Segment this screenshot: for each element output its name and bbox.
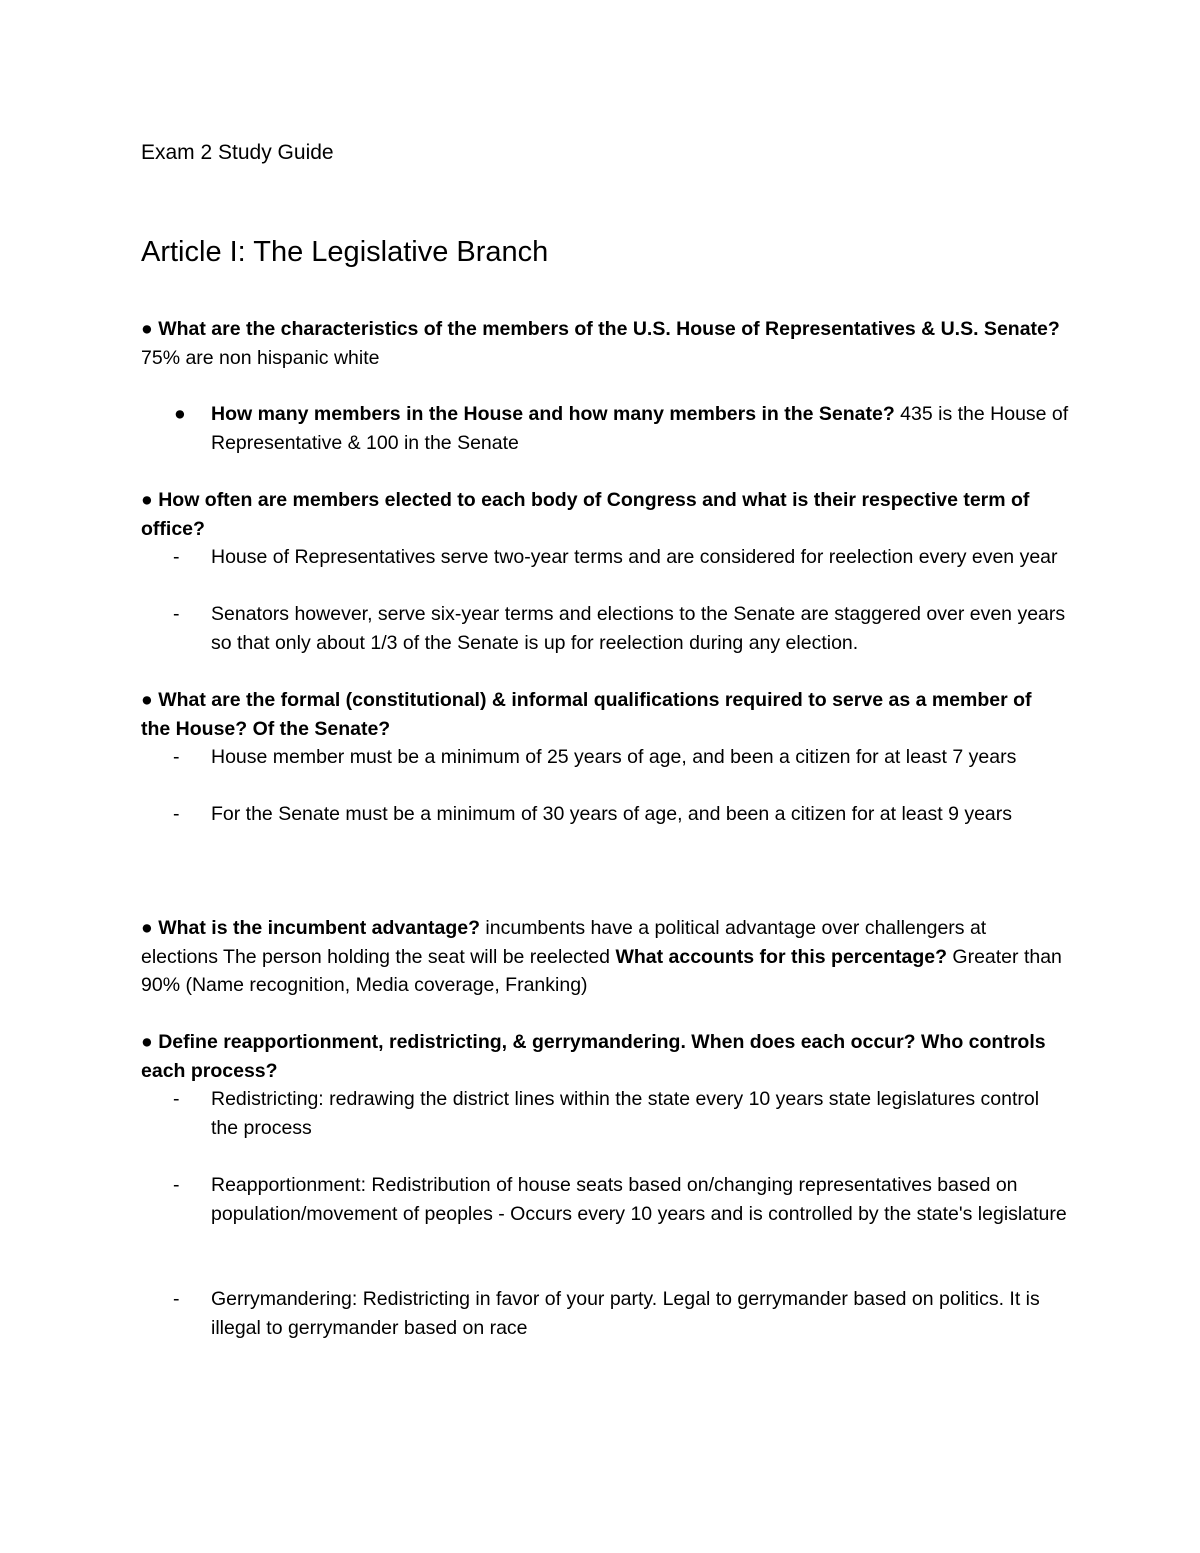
list-item-text: Gerrymandering: Redistricting in favor of your party. Legal to gerrymander based on politics. It is illegal to gerrymander based on race <box>211 1288 1040 1339</box>
bullet-icon: ● <box>141 489 153 511</box>
question-election-frequency <box>141 486 1066 543</box>
bullet-icon: ● <box>141 917 153 939</box>
question-incumbent-advantage <box>141 914 1066 1000</box>
question-redistricting <box>141 1028 1066 1085</box>
bullet-icon: ● <box>141 318 153 340</box>
list-item-text: House of Representatives serve two-year terms and are considered for reelection every even year <box>211 546 1058 568</box>
question-text: What is the incumbent advantage? <box>158 917 480 939</box>
list-item-text: For the Senate must be a minimum of 30 years of age, and been a citizen for at least 9 years <box>211 803 1013 825</box>
dash-icon: - <box>173 746 180 768</box>
question-text: What are the characteristics of the members of the U.S. House of Representatives & U.S. Senate? <box>158 318 1060 340</box>
question-characteristics <box>141 315 1066 372</box>
answer-text: incumbents have a political advantage over challengers at elections The person holding the seat will be reelected <box>141 917 987 968</box>
dash-icon: - <box>173 603 180 625</box>
question-qualifications <box>141 686 1066 743</box>
section-heading: Article I: The Legislative Branch <box>141 236 549 268</box>
dash-icon: - <box>173 546 180 568</box>
list-item <box>173 800 1071 829</box>
question-text: What are the formal (constitutional) & informal qualifications required to serve as a member of the House? Of the Senate? <box>141 689 1032 740</box>
list-item <box>173 1285 1071 1342</box>
bullet-icon: ● <box>174 403 186 425</box>
list-item <box>173 1085 1071 1142</box>
list-item-text: Senators however, serve six-year terms and elections to the Senate are staggered over even years so that only about 1/3 of the Senate is up for reelection during any election. <box>211 603 1066 654</box>
question-text: Define reapportionment, redistricting, & gerrymandering. When does each occur? Who controls each process? <box>141 1031 1046 1082</box>
answer-text: 75% are non hispanic white <box>141 346 380 369</box>
question-member-count <box>174 400 1071 457</box>
dash-icon: - <box>173 1174 180 1196</box>
dash-icon: - <box>173 1288 180 1310</box>
list-item-text: Reapportionment: Redistribution of house seats based on/changing representatives based on population/movement of peoples - Occurs every 10 years and is controlled by the state's legislature <box>211 1174 1067 1225</box>
list-item <box>173 600 1071 657</box>
bullet-icon: ● <box>141 1031 153 1053</box>
list-item-text: Redistricting: redrawing the district lines within the state every 10 years state legislatures control the process <box>211 1088 1040 1139</box>
answer-text: 435 is the House of Representative & 100 in the Senate <box>211 403 1069 454</box>
list-item <box>173 543 1071 572</box>
dash-icon: - <box>173 1088 180 1110</box>
bullet-icon: ● <box>141 689 153 711</box>
document-title: Exam 2 Study Guide <box>141 141 334 164</box>
list-item <box>173 1171 1071 1228</box>
list-item <box>173 743 1071 772</box>
question-text: How often are members elected to each body of Congress and what is their respective term of office? <box>141 489 1030 540</box>
dash-icon: - <box>173 803 180 825</box>
question-text-2: What accounts for this percentage? <box>615 945 947 968</box>
list-item-text: House member must be a minimum of 25 years of age, and been a citizen for at least 7 years <box>211 746 1017 768</box>
question-text: How many members in the House and how many members in the Senate? <box>211 403 895 425</box>
answer-text-2: Greater than 90% (Name recognition, Media coverage, Franking) <box>141 945 1062 996</box>
